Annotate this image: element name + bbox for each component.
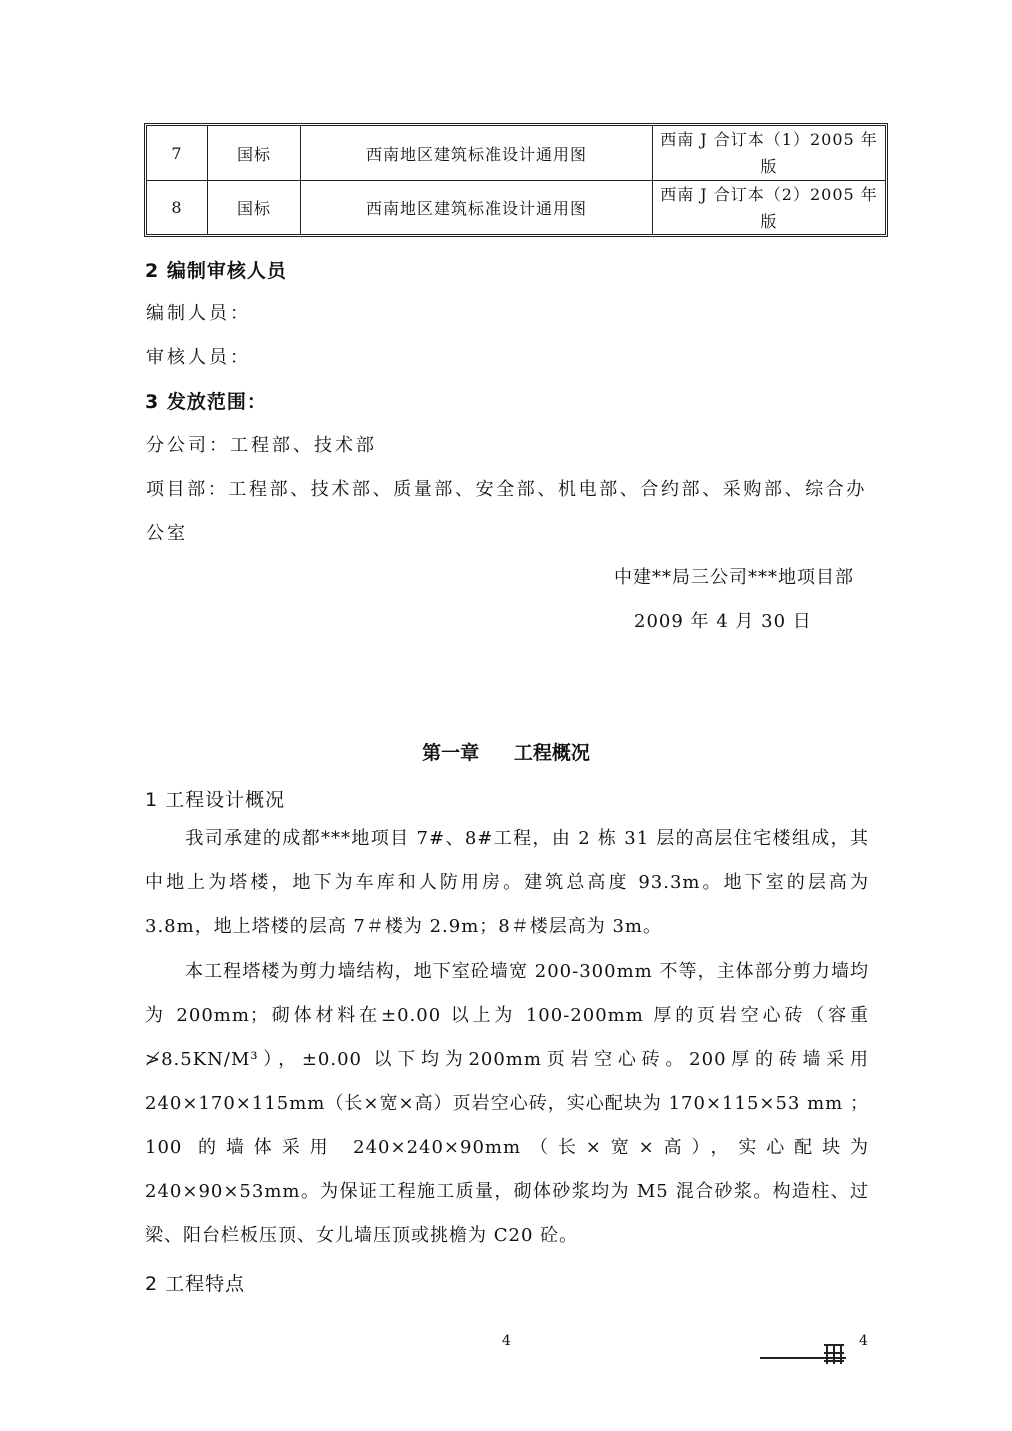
distribution-project-cont: 公室 [146,523,188,544]
chapter-title [0,738,1012,765]
table-row [147,126,885,181]
signature-org: 中建**局三公司***地项目部 [614,567,854,588]
paragraph-overview [145,817,869,949]
distribution-project: 项目部：工程部、技术部、质量部、安全部、机电部、合约部、采购部、综合办 [146,479,867,500]
section-heading-reviewers: 2 编制审核人员 [145,260,287,282]
paragraph-structure-text: 本工程塔楼为剪力墙结构，地下室砼墙宽 200-300mm 不等，主体部分剪力墙均为 200mm；砌体材料在±0.00 以上为 100-200mm 厚的页岩空心砖（容重≯8.5KN/M³），±0.00 以下均为200mm页岩空心砖。200厚的砖墙采用240×170×115mm（长×宽×高）页岩空心砖，实心配块为 170×115×53 mm ；100 的墙体采用 240×240×90mm（长×宽×高），实心配块为 240×90×53mm。为保证工程施工质量，砌体砂浆均为 M5 混合砂浆。构造柱、过梁、阳台栏板压顶、女儿墙压顶或挑檐为 C20 砼。 [145,961,869,1246]
signature-date: 2009 年 4 月 30 日 [634,611,812,632]
table-cell-type: 国标 [208,126,301,180]
table-cell-number: 8 [147,181,208,234]
table-cell-code: 西南 J 合订本（2）2005 年版 [660,184,878,231]
paragraph-structure [145,950,869,1258]
section-heading-features: 2 工程特点 [145,1273,246,1295]
reviewer-line: 审核人员： [146,347,251,368]
section-heading-design: 1 工程设计概况 [145,789,286,811]
table-row [147,181,885,234]
paragraph-overview-text: 我司承建的成都***地项目 7#、8#工程，由 2 栋 31 层的高层住宅楼组成，其中地上为塔楼，地下为车库和人防用房。建筑总高度 93.3m。地下室的层高为 3.8m，地上塔楼的层高 7＃楼为 2.9m；8＃楼层高为 3m。 [145,828,869,937]
chapter-name: 工程概况 [513,742,590,764]
footer-logo-icon [821,1343,847,1365]
table-cell-name: 西南地区建筑标准设计通用图 [301,181,653,234]
page-number-center: 4 [502,1333,511,1349]
chapter-number: 第一章 [422,742,480,764]
page-number-right: 4 [859,1333,868,1349]
table-cell-number: 7 [147,126,208,180]
table-cell-code: 西南 J 合订本（1）2005 年版 [660,130,878,176]
table-cell-type: 国标 [208,181,301,234]
section-heading-distribution: 3 发放范围： [145,391,267,413]
distribution-branch: 分公司：工程部、技术部 [146,435,377,456]
reference-table [144,123,888,237]
table-cell-name: 西南地区建筑标准设计通用图 [301,126,653,180]
compiler-line: 编制人员： [146,303,251,324]
